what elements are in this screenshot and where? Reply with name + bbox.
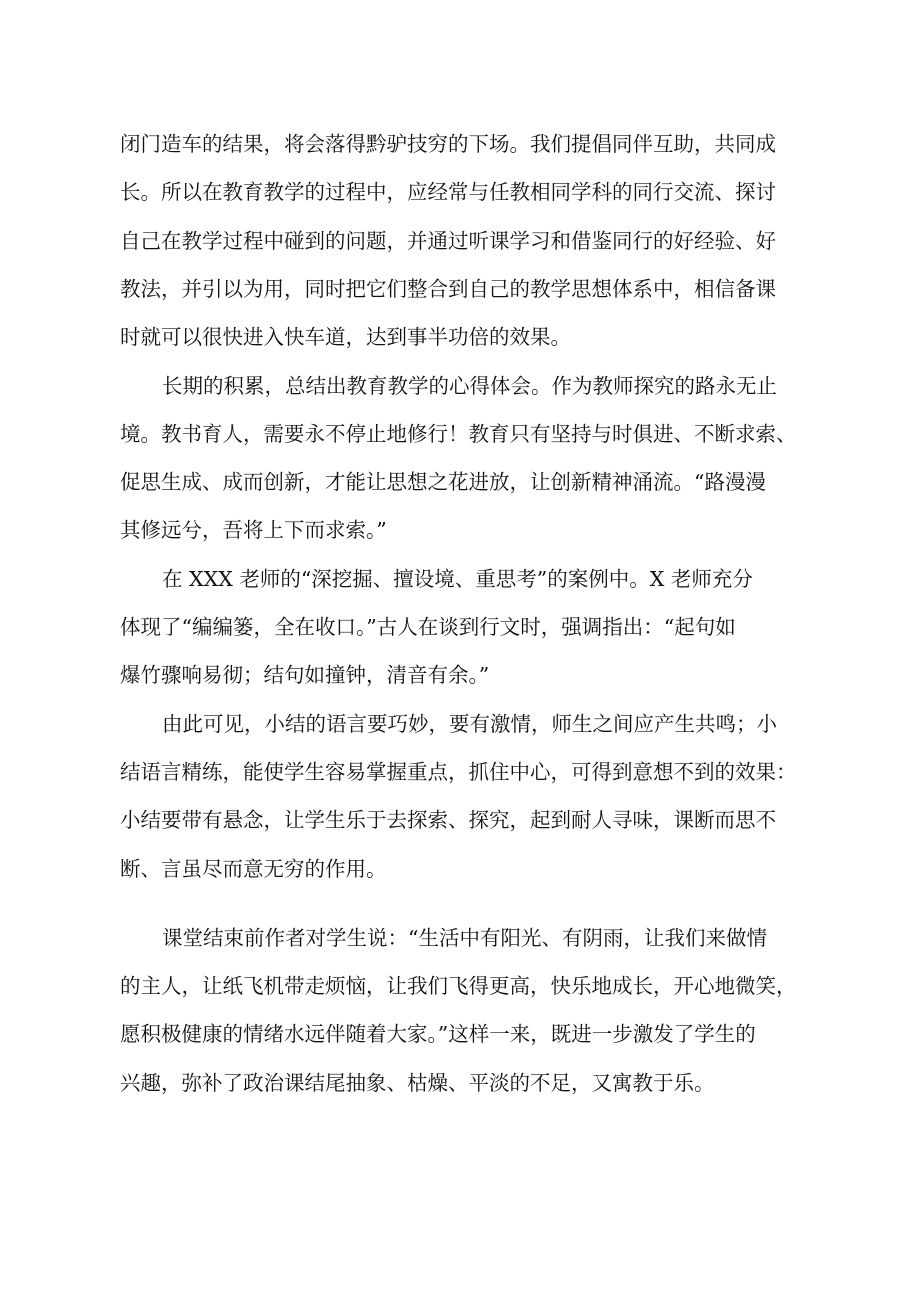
paragraph-4-line-4: 断、言虽尽而意无穷的作用。 xyxy=(120,857,387,881)
paragraph-1-line-5: 时就可以很快进入快车道，达到事半功倍的效果。 xyxy=(120,325,571,349)
paragraph-2-line-3: 促思生成、成而创新，才能让思想之花进放，让创新精神涌流。“路漫漫 xyxy=(120,470,766,494)
paragraph-2-line-4: 其修远兮，吾将上下而求索。” xyxy=(120,518,387,542)
paragraph-3-line-2: 体现了“编编篓，全在收口。”古人在谈到行文时，强调指出：“起句如 xyxy=(120,615,736,639)
paragraph-2-line-1: 长期的积累，总结出教育教学的心得体会。作为教师探究的路永无止 xyxy=(162,374,777,398)
paragraph-1-line-1: 闭门造车的结果，将会落得黔驴技穷的下场。我们提倡同伴互助，共同成 xyxy=(120,132,776,156)
paragraph-1-line-2: 长。所以在教育教学的过程中，应经常与任教相同学科的同行交流、探讨 xyxy=(120,180,776,204)
paragraph-1-line-4: 教法，并引以为用，同时把它们整合到自己的教学思想体系中，相信备课 xyxy=(120,277,776,301)
paragraph-1-line-3: 自己在教学过程中碰到的问题，并通过听课学习和借鉴同行的好经验、好 xyxy=(120,229,776,253)
paragraph-5-line-2: 的主人，让纸飞机带走烦恼，让我们飞得更高，快乐地成长，开心地微笑， xyxy=(120,974,797,998)
paragraph-5-line-3: 愿积极健康的情绪水远伴随着大家。”这样一来，既进一步激发了学生的 xyxy=(120,1022,756,1046)
paragraph-3-line-3: 爆竹骤响易彻；结句如撞钟，清音有余。” xyxy=(120,663,490,687)
paragraph-4-line-1: 由此可见，小结的语言要巧妙，要有激情，师生之间应产生共鸣；小 xyxy=(162,712,777,736)
paragraph-5-line-4: 兴趣，弥补了政治课结尾抽象、枯燥、平淡的不足，又寓教于乐。 xyxy=(120,1071,715,1095)
paragraph-3-line-1: 在 XXX 老师的“深挖掘、擅设境、重思考”的案例中。X 老师充分 xyxy=(162,567,753,591)
paragraph-4-line-2: 结语言精练，能使学生容易掌握重点，抓住中心，可得到意想不到的效果： xyxy=(120,760,797,784)
paragraph-4-line-3: 小结要带有悬念，让学生乐于去探索、探究，起到耐人寻味，课断而思不 xyxy=(120,808,776,832)
paragraph-2-line-2: 境。教书育人，需要永不停止地修行！教育只有坚持与时俱进、不断求索、 xyxy=(120,422,797,446)
paragraph-5-line-1: 课堂结束前作者对学生说：“生活中有阳光、有阴雨，让我们来做情 xyxy=(162,926,767,950)
